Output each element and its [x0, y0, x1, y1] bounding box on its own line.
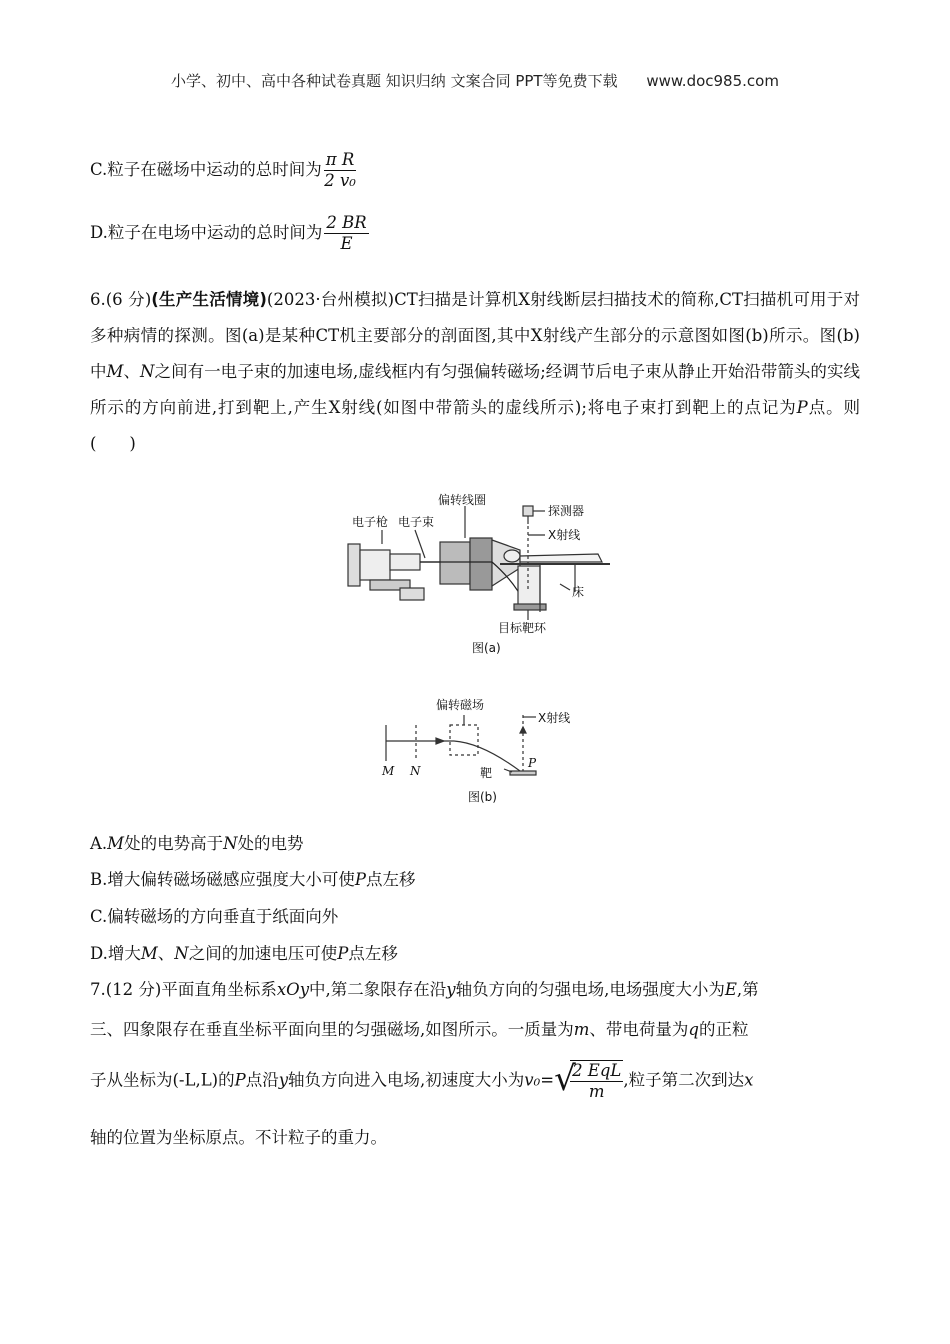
- label-target: 靶: [480, 766, 493, 780]
- label-P: P: [528, 756, 537, 770]
- q5-option-d[interactable]: [90, 213, 369, 254]
- label-target-ring: 目标靶环: [498, 621, 547, 635]
- var-P: P: [354, 870, 366, 889]
- q5-option-c[interactable]: [90, 150, 356, 191]
- q6-stem: [90, 282, 877, 462]
- var-N: N: [140, 362, 155, 381]
- option-a-post: 处的电势: [237, 834, 304, 853]
- option-c-text: C.偏转磁场的方向垂直于纸面向外: [90, 907, 339, 926]
- q7-text: 轴的位置为坐标原点。不计粒子的重力。: [90, 1128, 387, 1147]
- label-detector: 探测器: [548, 504, 585, 518]
- q6-tag: (生产生活情境): [151, 290, 267, 309]
- q7-text: 的正粒: [698, 1020, 749, 1039]
- label-N: N: [410, 764, 421, 778]
- separator: 、: [123, 362, 141, 381]
- option-a-mid: 处的电势高于: [124, 834, 224, 853]
- var-P: P: [234, 1070, 246, 1090]
- option-a-label: A.: [90, 834, 108, 853]
- label-M: M: [382, 764, 395, 778]
- fraction-denominator: 2 v₀: [324, 171, 356, 190]
- option-b-text: B.增大偏转磁场磁感应强度大小可使: [90, 870, 355, 889]
- q7-number: 7.(12 分): [90, 980, 162, 999]
- q6-source: (2023·台州模拟): [266, 290, 395, 309]
- option-d-post: 点左移: [348, 944, 398, 963]
- figure-a: [340, 492, 630, 657]
- sqrt-expression: [554, 1060, 623, 1102]
- var-P: P: [337, 944, 349, 963]
- figure-b: [370, 693, 610, 808]
- label-bed: 床: [572, 585, 585, 599]
- sqrt-icon: √: [554, 1059, 576, 1099]
- q6-option-b[interactable]: [90, 866, 415, 890]
- var-q: q: [688, 1020, 699, 1039]
- sqrt-denominator: m: [588, 1082, 605, 1101]
- q7-text: 点沿: [245, 1070, 279, 1090]
- var-M: M: [140, 944, 158, 963]
- q7-text: 轴负方向进入电场,初速度大小为: [288, 1070, 525, 1090]
- var-xOy: xOy: [276, 980, 310, 999]
- var-y: y: [278, 1070, 289, 1090]
- q6-stem-part3: 点。则 ( ): [90, 398, 877, 453]
- q6-stem-part1: CT扫描是计算机X射线断层扫描技术的简称,CT扫描机可用于对多种病情的探测。图(a)是某种CT机主要部分的剖面图,其中X射线产生部分的示意图如图(b)所示。图(b)中: [90, 290, 860, 381]
- q6-option-c[interactable]: [90, 903, 338, 927]
- q7-text: 三、四象限存在垂直坐标平面向里的匀强磁场,如图所示。一质量为: [90, 1020, 574, 1039]
- var-N: N: [223, 834, 238, 853]
- q6-stem-part2: 之间有一电子束的加速电场,虚线框内有匀强偏转磁场;经调节后电子束从静止开始沿带箭头的实线所示的方向前进,打到靶上,产生X射线(如图中带箭头的虚线所示);将电子束打到靶上的点记为: [90, 362, 861, 417]
- option-d-fraction: [324, 213, 368, 254]
- option-c-fraction: [324, 150, 357, 191]
- label-beam: 电子束: [398, 515, 435, 529]
- q7-text: 中,第二象限存在沿: [309, 980, 447, 999]
- var-P: P: [796, 398, 808, 417]
- q7-line-2: [90, 1016, 748, 1040]
- caption-a: 图(a): [472, 641, 501, 655]
- caption-b: 图(b): [468, 790, 497, 804]
- q7-text: ,第: [736, 980, 759, 999]
- q7-line-1: [90, 976, 759, 1000]
- q7-text: 、带电荷量为: [589, 1020, 689, 1039]
- page-header: [0, 70, 950, 91]
- var-E: E: [724, 980, 737, 999]
- var-M: M: [107, 834, 125, 853]
- label-deflect-field: 偏转磁场: [436, 698, 485, 712]
- option-c-text: C.粒子在磁场中运动的总时间为: [90, 160, 322, 179]
- fraction-numerator: π R: [325, 150, 355, 169]
- label-coil: 偏转线圈: [438, 493, 487, 507]
- fraction-denominator: E: [340, 234, 353, 253]
- fraction-numerator: 2 BR: [326, 213, 367, 232]
- q7-text: 子从坐标为(-L,L)的: [90, 1070, 235, 1090]
- header-text: 小学、初中、高中各种试卷真题 知识归纳 文案合同 PPT等免费下载: [171, 72, 618, 90]
- var-v0: v₀=: [524, 1070, 555, 1090]
- var-m: m: [573, 1020, 590, 1039]
- option-b-post: 点左移: [365, 870, 416, 889]
- var-x: x: [744, 1070, 754, 1090]
- label-xray-b: X射线: [538, 711, 571, 725]
- label-xray: X射线: [548, 528, 581, 542]
- option-d-text: D.粒子在电场中运动的总时间为: [90, 223, 323, 242]
- var-N: N: [174, 944, 189, 963]
- q7-line-3: [90, 1060, 753, 1102]
- q6-option-d[interactable]: [90, 940, 398, 964]
- q6-option-a[interactable]: [90, 830, 304, 854]
- separator: 、: [157, 944, 175, 963]
- q7-text: 平面直角坐标系: [161, 980, 277, 999]
- label-gun: 电子枪: [352, 515, 389, 529]
- var-M: M: [106, 362, 124, 381]
- sqrt-numerator: 2 EqL: [572, 1061, 622, 1080]
- q6-number: 6.(6 分): [90, 290, 152, 309]
- q7-text: 轴负方向的匀强电场,电场强度大小为: [455, 980, 725, 999]
- option-d-pre: D.增大: [90, 944, 141, 963]
- option-d-mid: 之间的加速电压可使: [188, 944, 338, 963]
- var-y: y: [446, 980, 456, 999]
- q7-line-4: [90, 1124, 387, 1148]
- q7-text: ,粒子第二次到达: [623, 1070, 745, 1090]
- header-url[interactable]: www.doc985.com: [646, 72, 779, 90]
